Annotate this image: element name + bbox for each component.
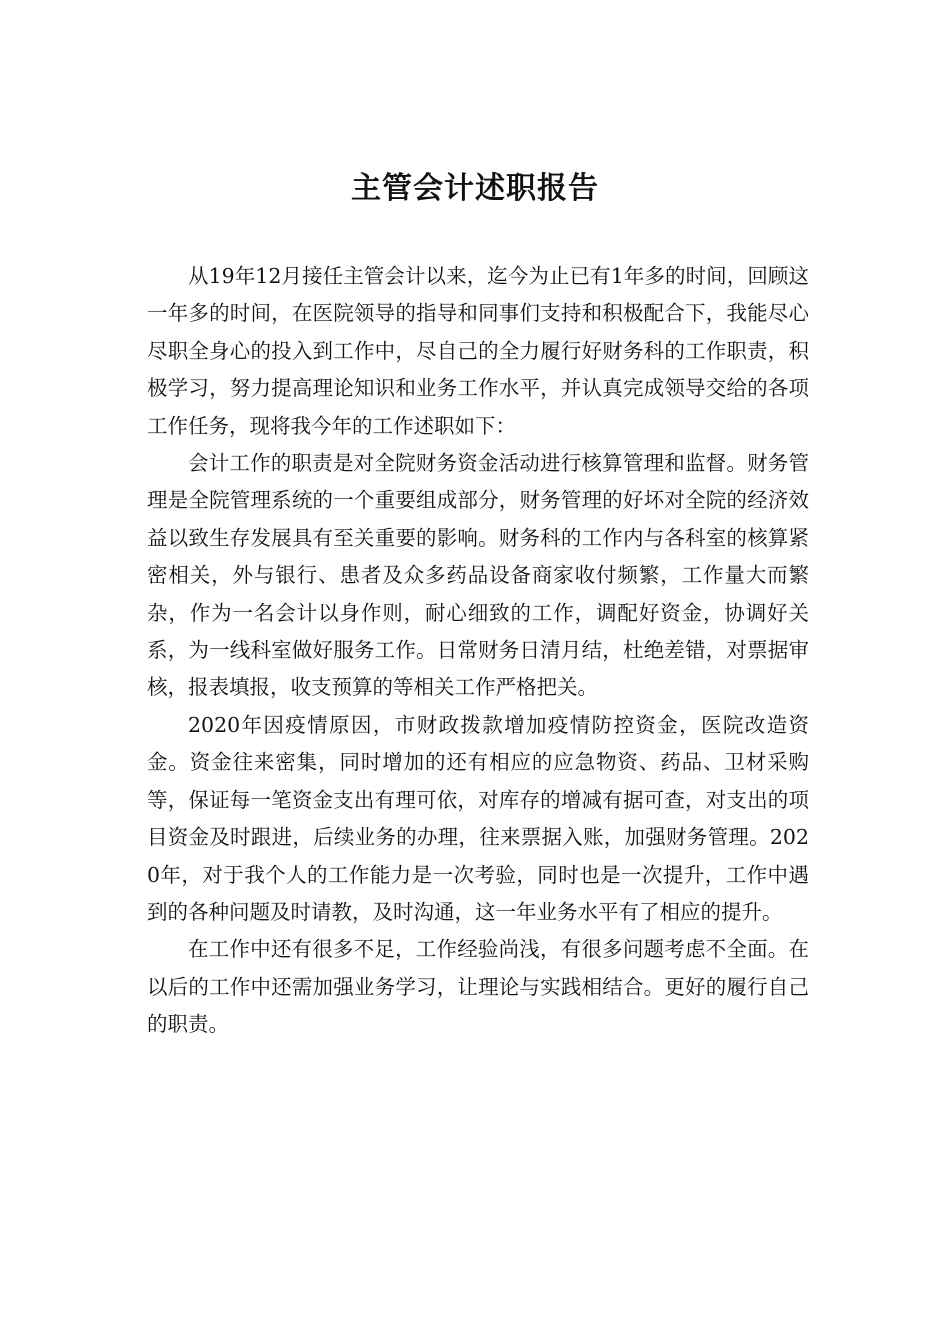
paragraph-3: 2020年因疫情原因，市财政拨款增加疫情防控资金，医院改造资金。资金往来密集，同时增加的还有相应的应急物资、药品、卫材采购等，保证每一笔资金支出有理可依，对库存的增减有据可查，对支出的项目资金及时跟进，后续业务的办理，往来票据入账，加强财务管理。2020年，对于我个人的工作能力是一次考验，同时也是一次提升，工作中遇到的各种问题及时请教，及时沟通，这一年业务水平有了相应的提升。 xyxy=(147,712,809,924)
paragraph-4: 在工作中还有很多不足，工作经验尚浅，有很多问题考虑不全面。在以后的工作中还需加强业务学习，让理论与实践相结合。更好的履行自己的职责。 xyxy=(147,937,809,1037)
document-title: 主管会计述职报告 xyxy=(351,171,599,206)
paragraph-1: 从19年12月接任主管会计以来，迄今为止已有1年多的时间，回顾这一年多的时间，在医院领导的指导和同事们支持和积极配合下，我能尽心尽职全身心的投入到工作中，尽自己的全力履行好财务科的工作职责，积极学习，努力提高理论知识和业务工作水平，并认真完成领导交给的各项工作任务，现将我今年的工作述职如下： xyxy=(147,264,809,438)
paragraph-2: 会计工作的职责是对全院财务资金活动进行核算管理和监督。财务管理是全院管理系统的一个重要组成部分，财务管理的好坏对全院的经济效益以致生存发展具有至关重要的影响。财务科的工作内与各科室的核算紧密相关，外与银行、患者及众多药品设备商家收付频繁，工作量大而繁杂，作为一名会计以身作则，耐心细致的工作，调配好资金，协调好关系，为一线科室做好服务工作。日常财务日清月结，杜绝差错，对票据审核，报表填报，收支预算的等相关工作严格把关。 xyxy=(147,451,809,700)
document-body xyxy=(147,258,809,1044)
